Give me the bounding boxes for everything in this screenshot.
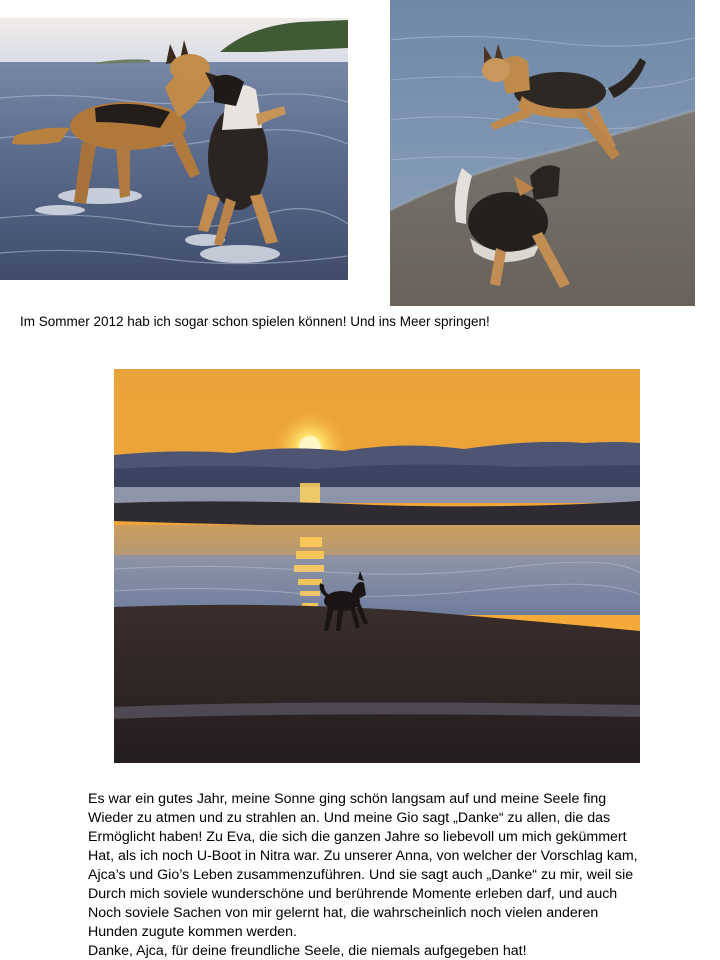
story-line: Es war ein gutes Jahr, meine Sonne ging schön langsam auf und meine Seele fing [88, 791, 607, 807]
story-line: Wieder zu atmen und zu strahlen an. Und meine Gio sagt „Danke“ zu allen, die das [88, 810, 611, 826]
story-line: Danke, Ajca, für deine freundliche Seele, die niemals aufgegeben hat! [88, 943, 527, 959]
photo-dogs-playing-in-sea [0, 18, 348, 280]
story-line: Hat, als ich noch U-Boot in Nitra war. Zu unserer Anna, von welcher der Vorschlag kam, [88, 848, 638, 864]
story-line: Durch mich soviele wunderschöne und berührende Momente erleben darf, und auch [88, 886, 618, 902]
story-text [88, 790, 718, 960]
story-line: Ajca’s und Gio’s Leben zusammenzuführen. Und sie sagt auch „Danke“ zu mir, weil sie [88, 867, 634, 883]
photo-dogs-running-on-shore [390, 0, 695, 306]
story-line: Ermöglicht haben! Zu Eva, die sich die ganzen Jahre so liebevoll um mich gekümmert [88, 829, 627, 845]
story-line: Hunden zugute kommen werden. [88, 924, 297, 940]
photo-caption: Im Sommer 2012 hab ich sogar schon spielen können! Und ins Meer springen! [20, 314, 490, 329]
story-line: Noch soviele Sachen von mir gelernt hat, die wahrscheinlich noch vielen anderen [88, 905, 599, 921]
photo-sunset-dog-silhouette [114, 369, 640, 763]
